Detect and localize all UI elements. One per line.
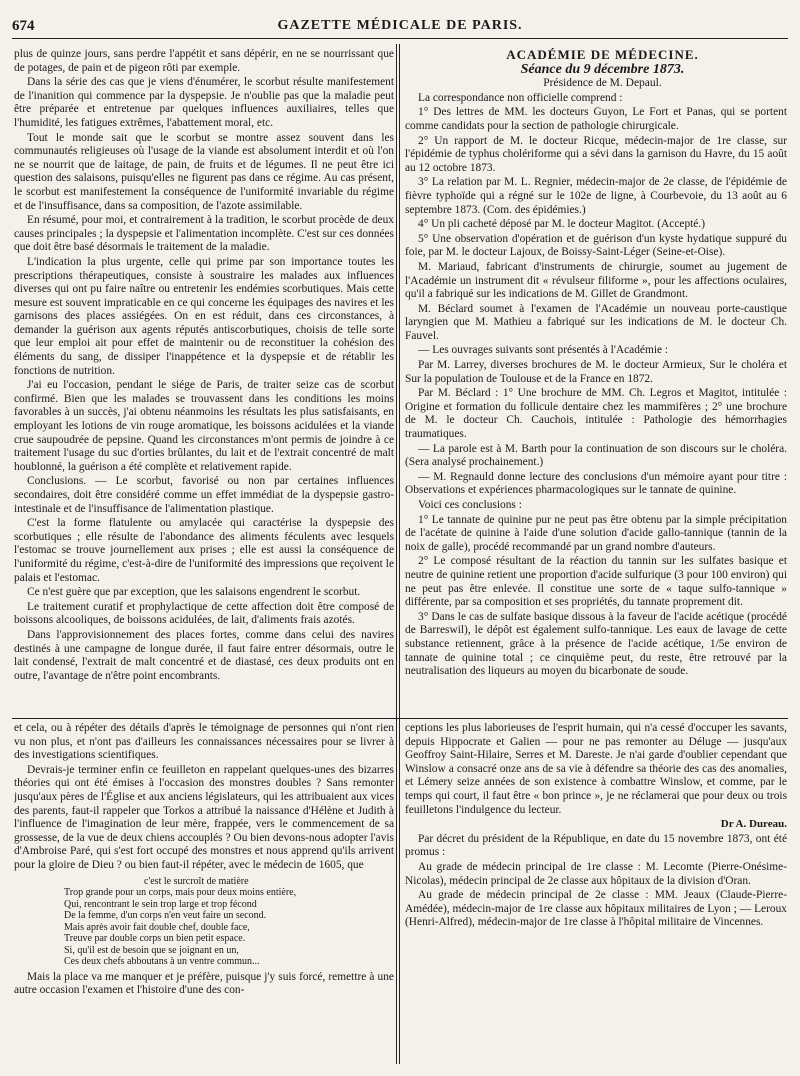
report-paragraph: M. Béclard soumet à l'examen de l'Académie un nouveau porte-caustique laryngien que M. Mathieu a fabriqué sur les indications de M. le docteur Ch. Fauvel. bbox=[405, 302, 787, 342]
feuilleton-paragraph: et cela, ou à répéter des détails d'après le témoignage de personnes qui n'ont rien vu non plus, et n'ont pas d'ailleurs les connaissances nécessaires pour se livrer à des investigations scientifiques. bbox=[14, 722, 394, 762]
article-paragraph: J'ai eu l'occasion, pendant le siége de Paris, de traiter seize cas de scorbut confirmé. Bien que les malades se trouvassent dans les conditions les moins favorables à un succès, j'ai obtenu néanmoins les résultats les plus satisfaisants, en employant les lotions de vin rouge aromatique, les boissons acidulées et la viande crue saupoudrée de pepsine. Quand les circonstances m'ont permis de joindre à ce traitement l'usage du suc d'orties brûlantes, du lait et de l'extrait concentré de malt houblonné, la guérison a été complète et relativement rapide. bbox=[14, 379, 394, 473]
verse-line: Trop grande pour un corps, mais pour deux moins entière, bbox=[64, 887, 297, 899]
article-paragraph: Le traitement curatif et prophylactique de cette affection doit être composé de boissons alcooliques, de boissons acidulées, de lait, d'aliments frais azotés. bbox=[14, 600, 394, 627]
verse-line: Si, qu'il est de besoin que se joignant en un, bbox=[64, 944, 239, 956]
report-paragraph: Par M. Béclard : 1° Une brochure de MM. Ch. Legros et Magitot, intitulée : Origine et formation du follicule dentaire chez les mammifères ; 2° une brochure de M. le docteur Ch. Cauchois, intitulée : Pathologie des hémorrhagies traumatiques. bbox=[405, 387, 787, 441]
presidency: Présidence de M. Depaul. bbox=[543, 77, 662, 90]
academy-report-column bbox=[405, 48, 787, 716]
feuilleton-separator bbox=[12, 718, 788, 719]
report-paragraph: 3° La relation par M. L. Regnier, médecin-major de 2e classe, de l'épidémie de fièvre typhoïde qui a régné sur le 102e de ligne, à Courbevoie, du 13 août au 6 septembre 1873. (Com. des épidémies.) bbox=[405, 176, 787, 216]
report-paragraph: M. Mariaud, fabricant d'instruments de chirurgie, soumet au jugement de l'Académie un instrument dit « révulseur filiforme », pour les affections oculaires, qu'il a fabriqué sur les indications de M. Gillet de Grandmont. bbox=[405, 260, 787, 301]
feuilleton-left-column bbox=[14, 722, 394, 1070]
feuilleton-paragraph: Mais la place va me manquer et je préfère, puisque j'y suis forcé, remettre à une autre occasion l'examen et l'histoire d'une des con- bbox=[14, 970, 394, 997]
report-paragraph: Voici ces conclusions : bbox=[418, 499, 522, 511]
report-paragraph: 2° Un rapport de M. le docteur Ricque, médecin-major de 1re classe, sur l'épidémie de typhus cholériforme qui a sévi dans la garnison du Havre, du 15 août au 12 octobre 1873. bbox=[405, 134, 787, 174]
report-paragraph: 2° Le composé résultant de la réaction du tannin sur les sulfates basique et neutre de quinine retient une proportion d'acide sulfurique (3 pour 100 environ) qui ne peut pas être enlevée. Il constitue une sorte de « taque sulfo-tannique » différente, par sa composition et ses propriétés, du tannate proprement dit. bbox=[405, 555, 787, 609]
verse-line: Treuve par double corps un bien petit espace. bbox=[64, 933, 246, 945]
verse-quote bbox=[64, 876, 394, 968]
report-paragraph: 1° Le tannate de quinine pur ne peut pas être obtenu par la simple précipitation de l'acétate de quinine à l'aide d'une solution d'acide gallo-tannique (tannin de la noix de galle), procédé recommandé par un grand nombre d'auteurs. bbox=[405, 513, 787, 553]
session-date: Séance du 9 décembre 1873. bbox=[520, 61, 685, 77]
report-paragraph: 1° Des lettres de MM. les docteurs Guyon, Le Fort et Panas, qui se portent comme candidats pour la section de pathologie chirurgicale. bbox=[405, 106, 787, 132]
page-header bbox=[12, 8, 788, 39]
report-paragraph: — Les ouvrages suivants sont présentés à l'Académie : bbox=[418, 344, 669, 357]
article-paragraph: Dans l'approvisionnement des places fortes, comme dans celui des navires destinés à une campagne de longue durée, il faut faire entrer désormais, outre le lait condensé, l'extrait de malt concentré et de diastasé, ces deux produits ont en outre, l'avantage de n'être point encombrants. bbox=[14, 628, 394, 682]
verse-line: Mais après avoir fait double chef, double face, bbox=[64, 921, 250, 933]
article-paragraph: Dans la série des cas que je viens d'énumérer, le scorbut résulte manifestement de l'inanition qui commence par la dyspepsie. Je n'oublie pas que la maladie peut être préparée et entretenue par quelques influences auxiliaires, telles que l'humidité, les fatigues extrêmes, l'abattement moral, etc. bbox=[14, 76, 394, 129]
report-paragraph: 5° Une observation d'opération et de guérison d'un kyste hydatique suppuré du foie, par M. le docteur Lajoux, de Boissy-Saint-Léger (Seine-et-Oise). bbox=[405, 232, 787, 259]
article-paragraph: Conclusions. — Le scorbut, favorisé ou non par certaines influences secondaires, doit être considéré comme un effet immédiat de la dyspepsie gastro-intestinale et de l'insuffisance de l'alimentation plastique. bbox=[14, 475, 394, 515]
column-divider bbox=[399, 44, 400, 1064]
journal-title: GAZETTE MÉDICALE DE PARIS. bbox=[277, 18, 523, 33]
report-paragraph: 3° Dans le cas de sulfate basique dissous à la faveur de l'acide acétique (procédé de Barreswil), le dépôt est également sulfo-tannique. Les eaux de lavage de cette substance retiennent, grâce à la présence de l'acide acétique, 1/5e environ de tannate de quinine total ; ce cinquième peut, du reste, être retrouvé par la neutralisation des liqueurs au moyen du bicarbonate de soude. bbox=[405, 610, 787, 678]
notice-paragraph: Au grade de médecin principal de 1re classe : M. Lecomte (Pierre-Onésime-Nicolas), médecin principal de 2e classe aux hôpitaux de la division d'Oran. bbox=[405, 860, 787, 887]
feuilleton-paragraph: ceptions les plus laborieuses de l'esprit humain, qui n'a cessé d'occuper les savants, depuis Hippocrate et Galien — pour ne pas remonter au Déluge — jusqu'aux Geoffroy Saint-Hilaire, Serres et M. Dareste. Je n'ai garde d'oublier cependant que Winslow a consacré onze ans de sa vie à défendre sa théorie des cas des anomalies, et Lémery seize années de son existence à combattre Winslow, et comme, par le temps qui court, il faut être « bon prince », je ne réclamerai que pour deux ou trois feuilletons l'indulgence du lecteur. bbox=[405, 722, 787, 816]
notice-paragraph: Par décret du président de la République, en date du 15 novembre 1873, ont été promus : bbox=[405, 832, 787, 859]
report-paragraph: 4° Un pli cacheté déposé par M. le docteur Magitot. (Accepté.) bbox=[418, 218, 705, 231]
verse-line: c'est le surcroît de matière bbox=[144, 875, 249, 887]
page-number: 674 bbox=[12, 18, 35, 34]
column-divider-inner bbox=[396, 44, 397, 1064]
article-paragraph: L'indication la plus urgente, celle qui prime par son importance toutes les prescriptions thérapeutiques, consiste à soustraire les malades aux influences diverses qui ont pu faire naître ou entretenir les endémies scorbutiques. Mais cette mesure est souvent impraticable en ce qui concerne les équipages des navires et les garnisons des places assiégées. On en est réduit, dans ces circonstances, à demander la guérison aux agents réputés antiscorbutiques, choisis de telle sorte que leur emploi ait pour effet de maintenir ou de reconstituer la cohésion des éléments du sang, de dissiper l'inappétence et la dyspepsie et de rétablir les fonctions de nutrition. bbox=[14, 255, 394, 377]
verse-line: Qui, rencontrant le sein trop large et trop fécond bbox=[64, 898, 257, 910]
article-paragraph: En résumé, pour moi, et contrairement à la tradition, le scorbut procède de deux causes principales ; la dyspepsie et l'alimentation incomplète. C'est sur ces données que doit être basé désormais le traitement de la maladie. bbox=[14, 214, 394, 254]
report-paragraph: — M. Regnauld donne lecture des conclusions d'un mémoire ayant pour titre : Observations et expériences pharmacologiques sur le tannate de quinine. bbox=[405, 470, 787, 497]
verse-line: De la femme, d'un corps n'en veut faire un second. bbox=[64, 910, 267, 922]
report-paragraph: Par M. Larrey, diverses brochures de M. le docteur Armieux, Sur le choléra et Sur la population de Toulouse et de la France en 1872. bbox=[405, 359, 787, 385]
notice-paragraph: Au grade de médecin principal de 2e classe : MM. Jeaux (Claude-Pierre-Amédée), médecin-major de 1re classe aux hôpitaux militaires de Lyon ; — Leroux (Henri-Alfred), médecin-major de 1re classe à l'hôpital militaire de Vincennes. bbox=[405, 889, 787, 929]
verse-line: Ces deux chefs abboutans à un ventre commun... bbox=[64, 956, 260, 968]
report-paragraph: La correspondance non officielle comprend : bbox=[418, 91, 623, 104]
author-signature: Dr A. Dureau. bbox=[720, 818, 787, 831]
feuilleton-paragraph: Devrais-je terminer enfin ce feuilleton en rappelant quelques-unes des bizarres théories qui ont été émises à l'occasion des monstres doubles ? Sans remonter jusqu'aux pères de l'Église et aux anciens législateurs, qui les attribuaient aux vices des parents, faut-il rappeler que Torkos a attribué la naissance d'Hélène et Judith à l'influence de l'imagination de leur mère, frappée, vers le commencement de sa grossesse, de la vue de deux chiens accouplés ? Ou bien devons-nous adopter l'avis d'Ambroise Paré, qui s'est fort occupé des monstres et nous apprend qu'ils arrivent pour la gloire de Dieu ? ou bien faut-il répéter, avec le médecin de 1605, que bbox=[14, 763, 394, 871]
article-paragraph: plus de quinze jours, sans perdre l'appétit et sans dépérir, en ne se nourrissant que de potages, de pain et de pigeon rôti par exemple. bbox=[14, 48, 394, 74]
left-article-column bbox=[14, 48, 394, 718]
article-paragraph: Ce n'est guère que par exception, que les salaisons engendrent le scorbut. bbox=[27, 586, 361, 599]
report-paragraph: — La parole est à M. Barth pour la continuation de son discours sur le choléra. (Sera analysé prochainement.) bbox=[405, 442, 787, 469]
article-paragraph: Tout le monde sait que le scorbut se montre assez souvent dans les communautés religieuses où l'usage de la viande est absolument interdit et où l'on ne se nourrit que de laitage, de pain, de fruits et de légumes. Il ne peut être ici question des salaisons, puisqu'elles ne figurent pas dans ce régime. Au cas présent, le scorbut est manifestement la conséquence de l'uniformité invariable du régime et de l'insuffisance, dans sa composition, de l'azote assimilable. bbox=[14, 131, 394, 212]
article-paragraph: C'est la forme flatulente ou amylacée qui caractérise la dyspepsie des scorbutiques ; elle résulte de l'abondance des aliments féculents avec lesquels l'estomac se trouve journellement aux prises ; elle est aussi la conséquence de l'uniformité du régime, c'est-à-dire de l'uniformité des impressions que reçoivent le palais et l'estomac. bbox=[14, 517, 394, 584]
feuilleton-right-column bbox=[405, 722, 787, 1070]
section-title: ACADÉMIE DE MÉDECINE. bbox=[506, 48, 699, 62]
